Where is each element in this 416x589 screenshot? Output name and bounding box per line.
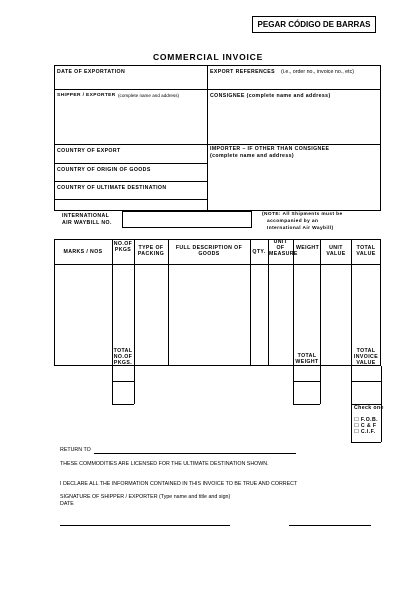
barcode-label: PEGAR CÓDIGO DE BARRAS — [257, 20, 371, 29]
importer-label: IMPORTER – IF OTHER THAN CONSIGNEE — [210, 146, 330, 152]
return-to-label: RETURN TO — [60, 447, 91, 453]
barcode-label-box — [252, 16, 376, 33]
header-qty: QTY. — [252, 249, 266, 255]
total-invoice-value-label: TOTAL INVOICE VALUE — [353, 348, 379, 366]
checkbox-icon: ☐ — [354, 417, 360, 423]
page-title: COMMERCIAL INVOICE — [152, 52, 264, 62]
header-total-value: TOTAL VALUE — [356, 245, 376, 257]
country-of-origin-label: COUNTRY OF ORIGIN OF GOODS — [57, 167, 151, 173]
col-line — [112, 239, 113, 404]
option-fob-label: F.O.B. — [360, 417, 379, 423]
option-cif-label: C.I.F. — [360, 429, 376, 435]
waybill-label-line2: AIR WAYBILL NO. — [62, 220, 112, 226]
header-marks: MARKS / NOS — [63, 249, 103, 255]
right-edge — [381, 366, 382, 442]
export-references-note: (i.e., order no., invoice no., etc) — [281, 69, 355, 75]
col-line — [250, 239, 251, 366]
licensed-statement: THESE COMMODITIES ARE LICENSED FOR THE ULTIMATE DESTINATION SHOWN. — [60, 461, 269, 467]
row-line — [54, 181, 207, 182]
totals-bottom — [112, 404, 134, 405]
totals-line — [293, 381, 320, 382]
header-no-pkgs: NO.OF PKGS — [113, 241, 133, 253]
col-line — [268, 239, 269, 366]
totals-bottom — [293, 404, 320, 405]
col-line — [168, 239, 169, 366]
option-cif[interactable] — [354, 429, 375, 435]
header-description: FULL DESCRIPTION OF GOODS — [175, 245, 243, 257]
row-line — [54, 89, 381, 90]
waybill-input[interactable] — [122, 211, 252, 228]
totals-bottom — [351, 442, 381, 443]
declaration-statement: I DECLARE ALL THE INFORMATION CONTAINED IN THIS INVOICE TO BE TRUE AND CORRECT — [60, 481, 298, 487]
shipper-label: SHIPPER / EXPORTER — [57, 93, 116, 98]
signature-label: SIGNATURE OF SHIPPER / EXPORTER (Type name and title and sign) — [60, 494, 231, 500]
totals-line — [112, 381, 134, 382]
header-unit-measure: UNIT OF MEASURE — [269, 239, 298, 257]
date-label: DATE — [60, 501, 74, 507]
date-line[interactable] — [289, 525, 371, 526]
col-line — [351, 239, 352, 442]
totals-line — [351, 381, 381, 382]
consignee-label: CONSIGNEE (complete name and address) — [210, 93, 331, 99]
top-divider — [207, 65, 208, 211]
option-cf-label: C & F — [360, 423, 377, 429]
goods-table — [54, 239, 381, 366]
shipper-note: (complete name and address) — [118, 93, 180, 98]
row-line — [54, 144, 381, 145]
return-to-line[interactable] — [94, 453, 296, 454]
col-line — [293, 239, 294, 404]
importer-note: (complete name and address) — [210, 153, 295, 159]
checkbox-icon: ☐ — [354, 429, 360, 435]
waybill-label-line1: INTERNATIONAL — [62, 213, 110, 219]
signature-line[interactable] — [60, 525, 230, 526]
row-line — [54, 163, 207, 164]
country-of-export-label: COUNTRY OF EXPORT — [57, 148, 121, 154]
date-of-exportation-label: DATE OF EXPORTATION — [57, 69, 126, 75]
check-one-label: Check one — [354, 405, 384, 411]
col-line — [320, 239, 321, 404]
checkbox-icon: ☐ — [354, 423, 360, 429]
total-pkgs-label: TOTAL NO.OF PKGS. — [113, 348, 133, 366]
total-weight-label: TOTAL WEIGHT — [295, 353, 319, 365]
export-references-label: EXPORT REFERENCES — [210, 69, 276, 75]
col-line — [134, 239, 135, 404]
header-type-packing: TYPE OF PACKING — [137, 245, 165, 257]
waybill-note-line2: accompanied by an — [267, 219, 319, 224]
country-of-destination-label: COUNTRY OF ULTIMATE DESTINATION — [57, 185, 167, 191]
header-weight: WEIGHT — [296, 245, 320, 251]
header-unit-value: UNIT VALUE — [326, 245, 346, 257]
waybill-note-line1: (NOTE: All Shipments must be — [262, 212, 343, 217]
header-line — [54, 264, 381, 265]
row-line — [54, 199, 207, 200]
waybill-note-line3: International Air Waybill) — [267, 226, 334, 231]
